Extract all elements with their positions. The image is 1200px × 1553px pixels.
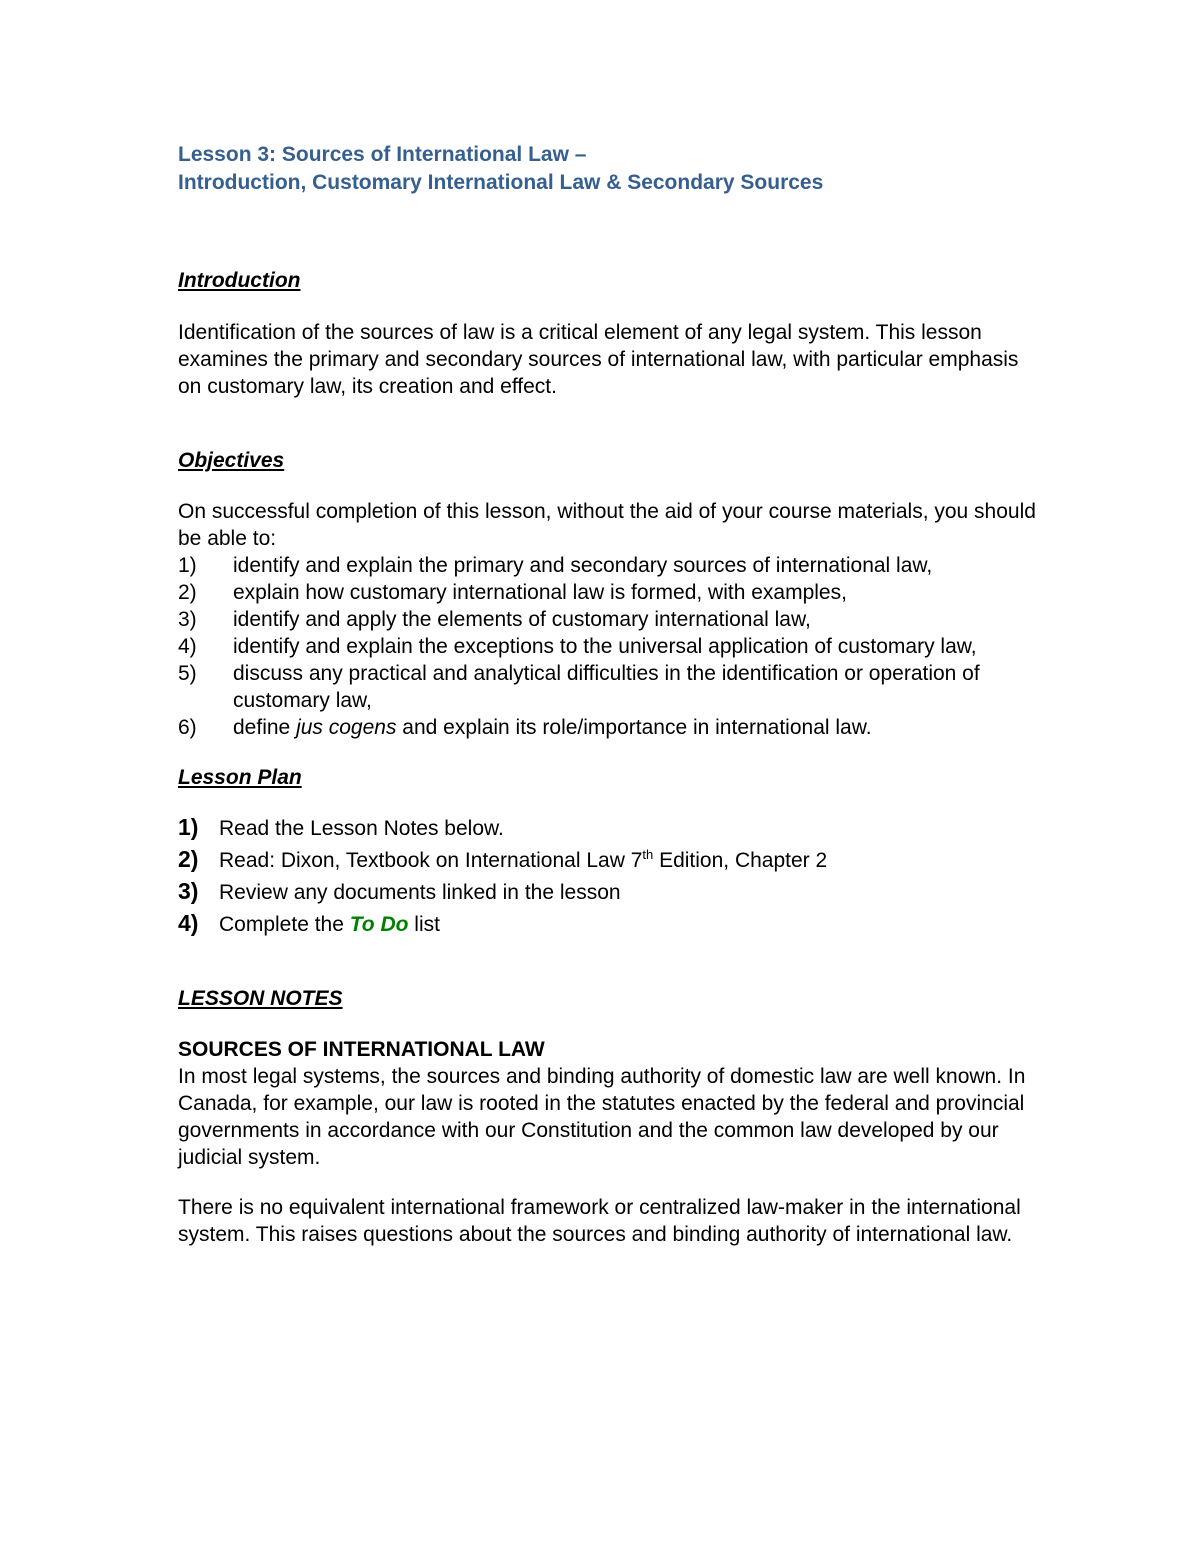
lesson-plan-number: 1) bbox=[178, 814, 199, 840]
lesson-plan-text bbox=[219, 846, 827, 876]
lesson-title-line-1: Lesson 3: Sources of International Law – bbox=[178, 143, 587, 166]
objective-number: 3) bbox=[178, 608, 197, 631]
lesson-plan-heading: Lesson Plan bbox=[178, 766, 302, 789]
objectives-intro: On successful completion of this lesson, without the aid of your course materials, you should be able to: bbox=[178, 500, 1036, 550]
lesson-plan-item bbox=[178, 876, 1038, 908]
document-content bbox=[178, 141, 1038, 1248]
objective-number: 5) bbox=[178, 662, 197, 685]
lesson-plan-item bbox=[178, 812, 1038, 844]
objective-text: identify and explain the exceptions to the universal application of customary law, bbox=[233, 635, 977, 658]
objective-text: identify and explain the primary and secondary sources of international law, bbox=[233, 554, 933, 577]
objective-number: 1) bbox=[178, 554, 197, 577]
objectives-heading: Objectives bbox=[178, 449, 285, 472]
lesson-notes-heading: LESSON NOTES bbox=[178, 987, 343, 1010]
objectives-list bbox=[178, 552, 1038, 741]
objective-item bbox=[178, 606, 1038, 633]
todo-highlight: To Do bbox=[349, 913, 409, 936]
lesson-plan-text bbox=[219, 910, 440, 940]
lesson-plan-number: 3) bbox=[178, 878, 199, 904]
lesson-plan-number: 2) bbox=[178, 846, 199, 872]
lesson-plan-text: Read the Lesson Notes below. bbox=[219, 817, 504, 840]
edition-superscript: th bbox=[642, 847, 654, 862]
lesson-plan-text-part: Edition, Chapter 2 bbox=[653, 849, 828, 872]
lesson-plan-item bbox=[178, 844, 1038, 876]
objective-item bbox=[178, 660, 1038, 714]
objective-number: 2) bbox=[178, 581, 197, 604]
lesson-title-line-2: Introduction, Customary International Law & Secondary Sources bbox=[178, 171, 824, 194]
introduction-text: Identification of the sources of law is a critical element of any legal system. This lesson examines the primary and secondary sources of international law, with particular emphasis on customary law, its creation and effect. bbox=[178, 321, 1019, 398]
objective-text-part: define bbox=[233, 716, 297, 739]
objective-text: explain how customary international law is formed, with examples, bbox=[233, 581, 847, 604]
objective-item bbox=[178, 579, 1038, 606]
objective-text bbox=[233, 714, 1038, 741]
lesson-plan-text-part: Complete the bbox=[219, 913, 350, 936]
lesson-plan-text: Review any documents linked in the lesson bbox=[219, 881, 621, 904]
lesson-plan-item bbox=[178, 908, 1038, 940]
sources-subheading: SOURCES OF INTERNATIONAL LAW bbox=[178, 1038, 545, 1061]
lesson-plan-number: 4) bbox=[178, 910, 199, 936]
lesson-plan-text-part: list bbox=[408, 913, 440, 936]
objective-item bbox=[178, 714, 1038, 741]
objective-text: identify and apply the elements of customary international law, bbox=[233, 608, 811, 631]
lesson-title bbox=[178, 141, 1038, 197]
lesson-plan-list bbox=[178, 812, 1038, 940]
objective-number: 6) bbox=[178, 716, 197, 739]
objective-number: 4) bbox=[178, 635, 197, 658]
lesson-plan-text-part: Read: Dixon, Textbook on International Law 7 bbox=[219, 849, 643, 872]
objective-text: discuss any practical and analytical difficulties in the identification or operation of customary law, bbox=[233, 662, 980, 712]
lesson-notes-paragraph-1: In most legal systems, the sources and binding authority of domestic law are well known. In Canada, for example, our law is rooted in the statutes enacted by the federal and provincial governments in accordance with our Constitution and the common law developed by our judicial system. bbox=[178, 1065, 1026, 1169]
objective-text-part: and explain its role/importance in international law. bbox=[396, 716, 872, 739]
lesson-notes-paragraph-2: There is no equivalent international framework or centralized law-maker in the international system. This raises questions about the sources and binding authority of international law. bbox=[178, 1196, 1021, 1246]
introduction-heading: Introduction bbox=[178, 269, 301, 292]
jus-cogens-term: jus cogens bbox=[296, 716, 397, 739]
objective-item bbox=[178, 633, 1038, 660]
objective-item bbox=[178, 552, 1038, 579]
